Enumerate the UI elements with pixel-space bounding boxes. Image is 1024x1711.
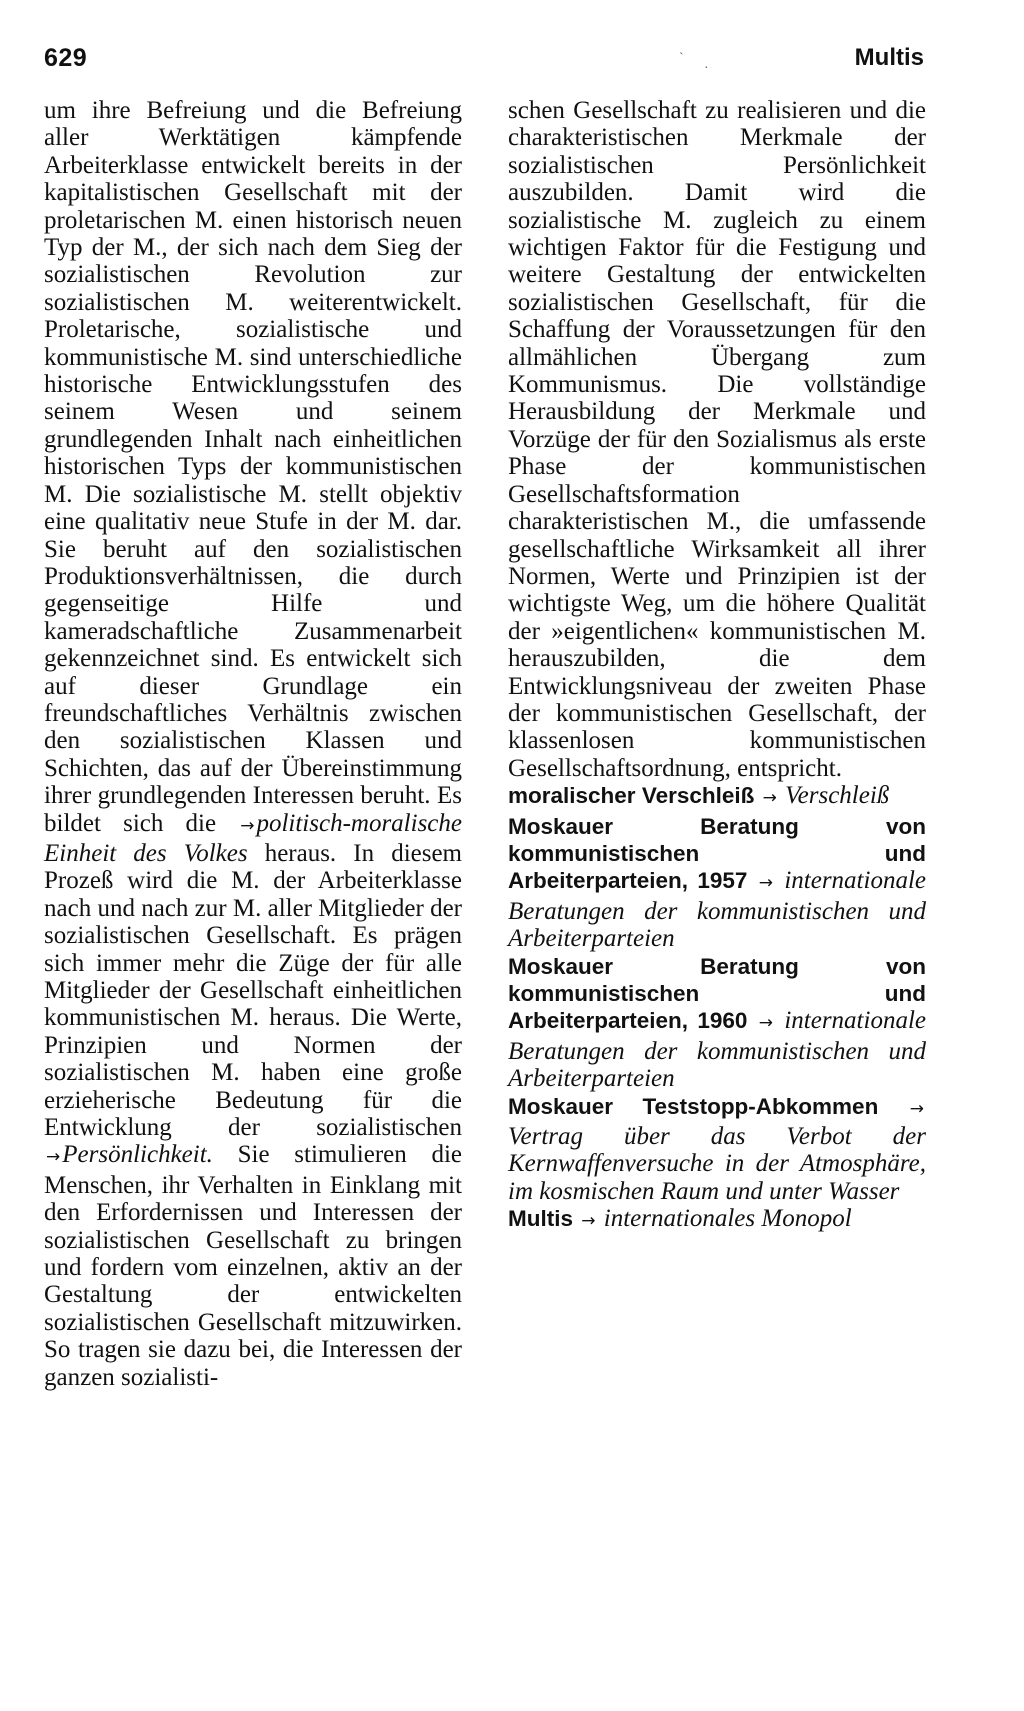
arrow-icon: →: [758, 873, 774, 894]
dictionary-entry: [508, 1205, 926, 1235]
speck-mark: ·: [704, 61, 709, 76]
speck-mark: `: [679, 51, 684, 66]
cross-reference-link[interactable]: Persönlichkeit.: [62, 1141, 213, 1169]
body-text: um ihre Befreiung und die Befreiung aller Werktätigen kämpfende Arbeiterklasse entwickelt bereits in der kapitalistischen Gesellschaft mit der proletarischen M. einen historisch neuen Typ der M., der sich nach dem Sieg der sozialistischen Revolution zur sozialistischen M. weiterentwickelt. Proletarische, sozialistische und kommunistische M. sind unterschiedliche historische Entwicklungsstufen des seinem Wesen und seinem grundlegenden Inhalt nach einheitlichen historischen Typs der kommunistischen M. Die sozialistische M. stellt objektiv eine qualitativ neue Stufe in der M. dar. Sie beruht auf den sozialistischen Produktionsverhältnissen, die durch gegenseitige Hilfe und kameradschaftliche Zusammenarbeit gekennzeichnet sind. Es entwickelt sich auf dieser Grundlage ein freundschaftliches Verhältnis zwischen den sozialistischen Klassen und Schichten, das auf der Übereinstimmung ihrer grundlegenden Interessen beruht. Es bildet sich die: [44, 97, 462, 837]
cross-reference-link[interactable]: Verschleiß: [785, 782, 890, 810]
cross-reference-link[interactable]: internationale Beratungen der kommunistischen und Arbeiterparteien: [508, 867, 926, 953]
arrow-icon: →: [762, 788, 777, 809]
dictionary-entry: [508, 782, 926, 812]
entry-headword: Moskauer Beratung von kommunistischen und Arbeiterparteien, 1960: [508, 953, 926, 1034]
cross-reference-link[interactable]: Vertrag über das Verbot der Kernwaffenversuche in der Atmosphäre, im kosmischen Raum und unter Wasser: [508, 1123, 926, 1205]
article-body-continued: schen Gesellschaft zu realisieren und die charakteristischen Merkmale der sozialistischen Persönlichkeit auszubilden. Damit wird die sozialistische M. zugleich zu einem wichtigen Faktor für die Festigung und weitere Gestaltung der entwickelten sozialistischen Gesellschaft, für die Schaffung der Voraussetzungen für den allmählichen Übergang zum Kommunismus. Die vollständige Herausbildung der Merkmale und Vorzüge der für den Sozialismus als erste Phase der kommunistischen Gesellschaftsformation charakteristischen M., die umfassende gesellschaftliche Wirksamkeit all ihrer Normen, Werte und Prinzipien ist der wichtigste Weg, um die höhere Qualität der »eigentlichen« kommunistischen M. herauszubilden, die dem Entwicklungsniveau der zweiten Phase der kommunistischen Gesellschaft, der klassenlosen kommunistischen Gesellschaftsordnung, entspricht.: [508, 97, 926, 782]
arrow-icon: →: [758, 1013, 774, 1034]
right-column: [508, 97, 926, 1236]
page-number: 629: [44, 44, 88, 72]
dictionary-entry: [508, 953, 926, 1093]
running-head: Multis: [854, 44, 924, 71]
article-body-continued: [44, 97, 462, 1391]
body-text: Sie stimulieren die Menschen, ihr Verhalten in Einklang mit den Erfordernissen und Interessen der sozialistischen Gesellschaft zu bringen und fordern vom einzelnen, aktiv an der Gestaltung der entwickelten sozialistischen Gesellschaft mitzuwirken. So tragen sie dazu bei, die Interessen der ganzen sozialisti-: [44, 1141, 463, 1391]
arrow-icon: →: [240, 815, 255, 836]
arrow-icon: →: [46, 1147, 61, 1168]
arrow-icon: →: [909, 1098, 925, 1119]
arrow-icon: →: [581, 1211, 596, 1232]
cross-reference-link[interactable]: politisch-moralische Einheit des Volkes: [44, 809, 462, 867]
left-column: [44, 97, 462, 1391]
body-text: heraus. In diesem Prozeß wird die M. der Arbeiterklasse nach und nach zur M. aller Mitglieder der sozialistischen Gesellschaft. Es prägen sich immer mehr die Züge der für alle Mitglieder der Gesellschaft einheitlichen kommunistischen M. heraus. Die Werte, Prinzipien und Normen der sozialistischen M. haben eine große erzieherische Bedeutung für die Entwicklung der sozialistischen: [44, 839, 463, 1142]
dictionary-entry: [508, 813, 926, 953]
cross-reference-link[interactable]: internationale Beratungen der kommunistischen und Arbeiterparteien: [508, 1007, 926, 1093]
entry-headword: Moskauer Teststopp-Abkommen: [508, 1093, 879, 1119]
entry-headword: Multis: [508, 1206, 573, 1232]
entry-headword: moralischer Verschleiß: [508, 783, 755, 809]
cross-reference-link[interactable]: internationales Monopol: [603, 1205, 852, 1233]
dictionary-entry: [508, 1093, 926, 1206]
entry-headword: Moskauer Beratung von kommunistischen und Arbeiterparteien, 1957: [508, 813, 926, 894]
